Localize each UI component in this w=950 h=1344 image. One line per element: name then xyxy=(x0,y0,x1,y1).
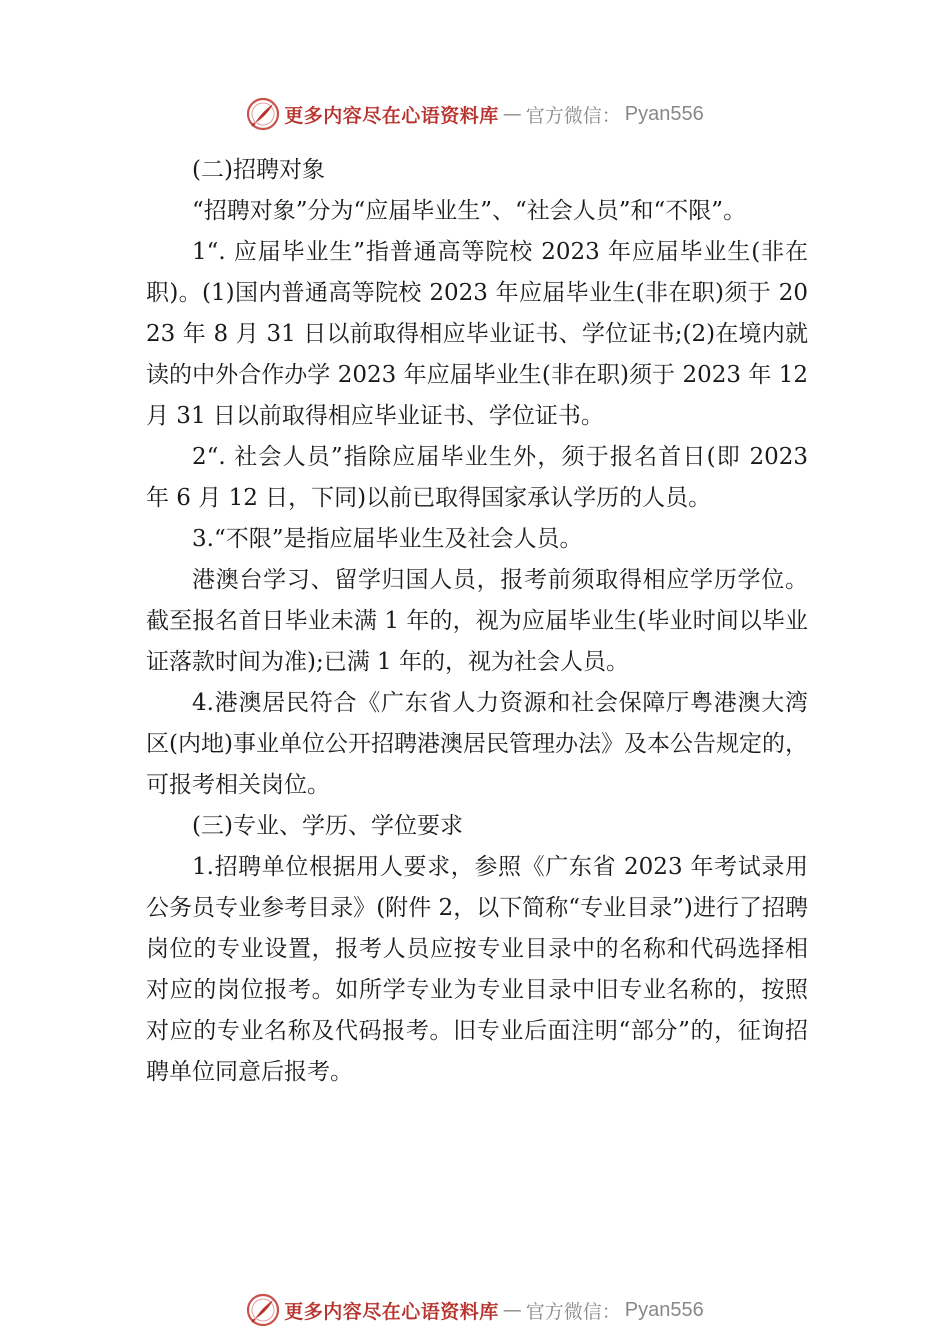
watermark-footer xyxy=(0,1290,950,1330)
paragraph-social-personnel: 2“. 社会人员”指除应届毕业生外，须于报名首日(即 2023 年 6 月 12 日，下同)以前已取得国家承认学历的人员。 xyxy=(146,444,808,511)
watermark-wechat-label: 官方微信： xyxy=(525,104,621,127)
watermark-text: 更多内容尽在心语资料库 xyxy=(284,1300,499,1323)
watermark-text: 更多内容尽在心语资料库 xyxy=(284,104,499,127)
watermark-wechat-label: 官方微信： xyxy=(525,1300,621,1323)
watermark-header xyxy=(0,94,950,134)
paragraph-hk-macao-residents: 4.港澳居民符合《广东省人力资源和社会保障厅粤港澳大湾区(内地)事业单位公开招聘港澳居民管理办法》及本公告规定的，可报考相关岗位。 xyxy=(146,690,808,798)
document-body xyxy=(146,150,808,1093)
paragraph-overseas-returnees: 港澳台学习、留学归国人员，报考前须取得相应学历学位。截至报名首日毕业未满 1 年的，视为应届毕业生(毕业时间以毕业证落款时间为准);已满 1 年的，视为社会人员。 xyxy=(146,567,808,675)
watermark-separator: — xyxy=(502,1299,522,1321)
quill-logo-icon xyxy=(246,1293,280,1327)
quill-logo-icon xyxy=(246,97,280,131)
watermark-wechat-id: Pyan556 xyxy=(624,1298,704,1321)
paragraph-unlimited: 3.“不限”是指应届毕业生及社会人员。 xyxy=(192,526,583,552)
watermark-wechat-id: Pyan556 xyxy=(624,102,704,125)
watermark-separator: — xyxy=(502,103,522,125)
section-heading-recruitment-target: (二)招聘对象 xyxy=(192,157,325,183)
paragraph-target-categories: “招聘对象”分为“应届毕业生”、“社会人员”和“不限”。 xyxy=(192,198,747,224)
section-heading-requirements: (三)专业、学历、学位要求 xyxy=(192,813,463,839)
paragraph-fresh-graduates: 1“. 应届毕业生”指普通高等院校 2023 年应届毕业生(非在职)。(1)国内普通高等院校 2023 年应届毕业生(非在职)须于 2023 年 8 月 31 日以前取得相应毕业证书、学位证书;(2)在境内就读的中外合作办学 2023 年应届毕业生(非在职)须于 2023 年 12 月 31 日以前取得相应毕业证书、学位证书。 xyxy=(146,239,808,429)
paragraph-major-catalog: 1.招聘单位根据用人要求，参照《广东省 2023 年考试录用公务员专业参考目录》(附件 2，以下简称“专业目录”)进行了招聘岗位的专业设置，报考人员应按专业目录中的名称和代码选择相对应的岗位报考。如所学专业为专业目录中旧专业名称的，按照对应的专业名称及代码报考。旧专业后面注明“部分”的，征询招聘单位同意后报考。 xyxy=(146,854,808,1085)
